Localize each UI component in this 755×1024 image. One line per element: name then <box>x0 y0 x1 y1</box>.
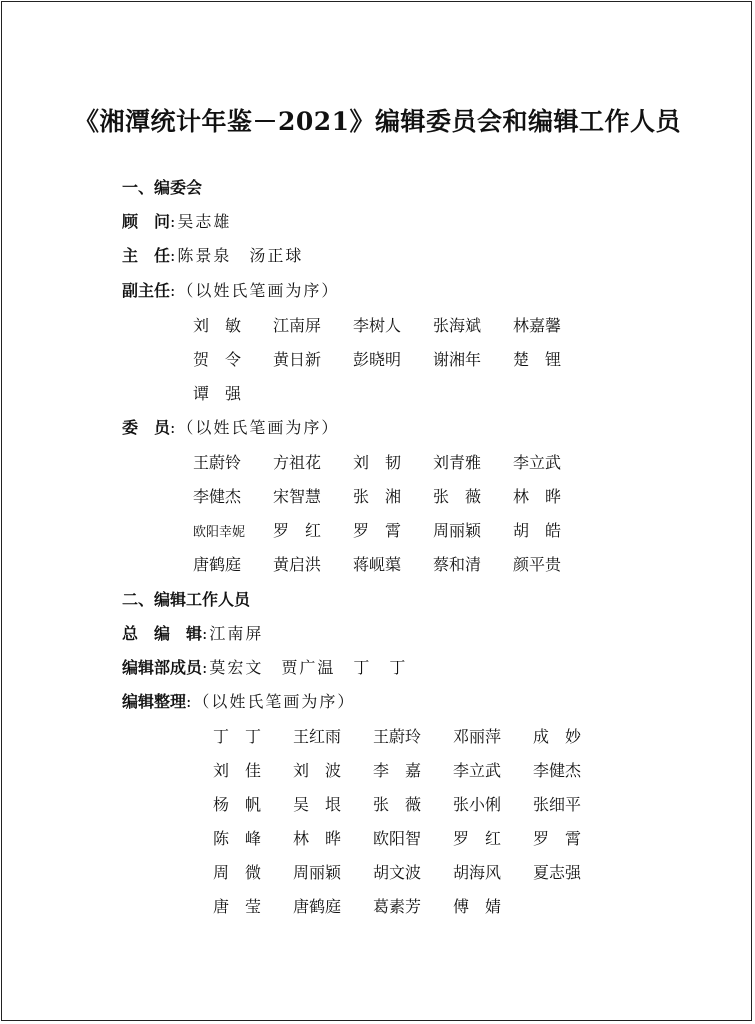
list-item: 张小俐 <box>453 795 502 814</box>
director-line: 主 任:陈景泉 汤正球 <box>122 246 304 265</box>
list-item: 李 嘉 <box>373 761 422 780</box>
chief-editor-line: 总 编 辑:江南屏 <box>122 624 264 643</box>
list-item: 李健杰 <box>533 761 582 780</box>
list-item: 邓丽萍 <box>453 727 502 746</box>
list-item: 张 湘 <box>353 487 402 506</box>
editors-label: 编辑整理 <box>122 692 187 711</box>
deputy-label: 副主任 <box>122 281 171 300</box>
editors-note: （以姓氏笔画为序） <box>193 692 356 711</box>
list-item: 蒋岘蕖 <box>353 555 402 574</box>
list-item: 楚 锂 <box>513 350 562 369</box>
list-item: 罗 红 <box>453 829 502 848</box>
list-item: 张 薇 <box>433 487 482 506</box>
list-item: 罗 霄 <box>533 829 582 848</box>
list-item: 谢湘年 <box>433 350 482 369</box>
editors-row <box>213 829 613 849</box>
list-item: 丁 丁 <box>213 727 262 746</box>
members-row <box>193 555 593 575</box>
deputy-note: （以姓氏笔画为序） <box>177 281 340 300</box>
list-item: 胡文波 <box>373 863 422 882</box>
advisor-label: 顾 问 <box>122 212 171 231</box>
list-item: 林 晔 <box>513 487 562 506</box>
members-row <box>193 487 593 507</box>
deputy-line: 副主任:（以姓氏笔画为序） <box>122 281 340 300</box>
list-item: 谭 强 <box>193 384 242 403</box>
list-item: 葛素芳 <box>373 897 422 916</box>
deputy-row <box>193 384 273 404</box>
members-note: （以姓氏笔画为序） <box>177 418 340 437</box>
editors-row <box>213 727 613 747</box>
list-item: 林嘉馨 <box>513 316 562 335</box>
list-item: 唐 莹 <box>213 897 262 916</box>
list-item: 胡海风 <box>453 863 502 882</box>
list-item: 刘 波 <box>293 761 342 780</box>
list-item: 王红雨 <box>293 727 342 746</box>
dept-members-label: 编辑部成员 <box>122 658 203 677</box>
deputy-row <box>193 316 593 336</box>
page-title: 《湘潭统计年鉴－2021》编辑委员会和编辑工作人员 <box>73 107 682 136</box>
list-item: 彭晓明 <box>353 350 402 369</box>
advisor-line: 顾 问:吴志雄 <box>122 212 232 231</box>
editors-line: 编辑整理:（以姓氏笔画为序） <box>122 692 356 711</box>
members-line: 委 员:（以姓氏笔画为序） <box>122 418 340 437</box>
list-item: 张海斌 <box>433 316 482 335</box>
list-item: 周 微 <box>213 863 262 882</box>
list-item: 林 晔 <box>293 829 342 848</box>
members-label: 委 员 <box>122 418 171 437</box>
list-item: 傅 婧 <box>453 897 502 916</box>
list-item: 刘 佳 <box>213 761 262 780</box>
advisor-value: 吴志雄 <box>177 212 232 231</box>
dept-members-line: 编辑部成员:莫宏文 贾广温 丁 丁 <box>122 658 408 677</box>
members-row <box>193 521 593 543</box>
list-item: 夏志强 <box>533 863 582 882</box>
members-row <box>193 453 593 473</box>
list-item: 唐鹤庭 <box>193 555 242 574</box>
list-item: 王蔚铃 <box>193 453 242 472</box>
list-item: 宋智慧 <box>273 487 322 506</box>
list-item: 李立武 <box>453 761 502 780</box>
director-label: 主 任 <box>122 246 171 265</box>
list-item: 吴 垠 <box>293 795 342 814</box>
list-item: 陈 峰 <box>213 829 262 848</box>
editors-row <box>213 863 613 883</box>
chief-editor-label: 总 编 辑 <box>122 624 203 643</box>
list-item: 李树人 <box>353 316 402 335</box>
list-item: 周丽颖 <box>433 521 482 540</box>
list-item: 黄启洪 <box>273 555 322 574</box>
director-value: 陈景泉 汤正球 <box>177 246 304 265</box>
list-item: 张细平 <box>533 795 582 814</box>
list-item: 李立武 <box>513 453 562 472</box>
list-item: 成 妙 <box>533 727 582 746</box>
list-item: 方祖花 <box>273 453 322 472</box>
list-item: 王蔚玲 <box>373 727 422 746</box>
chief-editor-value: 江南屏 <box>209 624 264 643</box>
list-item: 张 薇 <box>373 795 422 814</box>
deputy-row <box>193 350 593 370</box>
list-item: 欧阳智 <box>373 829 422 848</box>
editors-row <box>213 761 613 781</box>
list-item: 刘青雅 <box>433 453 482 472</box>
list-item: 江南屏 <box>273 316 322 335</box>
list-item: 周丽颖 <box>293 863 342 882</box>
list-item: 欧阳幸妮 <box>193 525 246 540</box>
editors-row <box>213 795 613 815</box>
editors-row <box>213 897 533 917</box>
list-item: 唐鹤庭 <box>293 897 342 916</box>
list-item: 蔡和清 <box>433 555 482 574</box>
list-item: 贺 令 <box>193 350 242 369</box>
list-item: 颜平贵 <box>513 555 562 574</box>
list-item: 黄日新 <box>273 350 322 369</box>
list-item: 罗 红 <box>273 521 322 540</box>
list-item: 胡 皓 <box>513 521 562 540</box>
list-item: 刘 韧 <box>353 453 402 472</box>
list-item: 罗 霄 <box>353 521 402 540</box>
list-item: 杨 帆 <box>213 795 262 814</box>
dept-members-value: 莫宏文 贾广温 丁 丁 <box>209 658 408 677</box>
list-item: 刘 敏 <box>193 316 242 335</box>
section2-heading: 二、编辑工作人员 <box>122 590 251 609</box>
list-item: 李健杰 <box>193 487 242 506</box>
section1-heading: 一、编委会 <box>122 178 203 197</box>
